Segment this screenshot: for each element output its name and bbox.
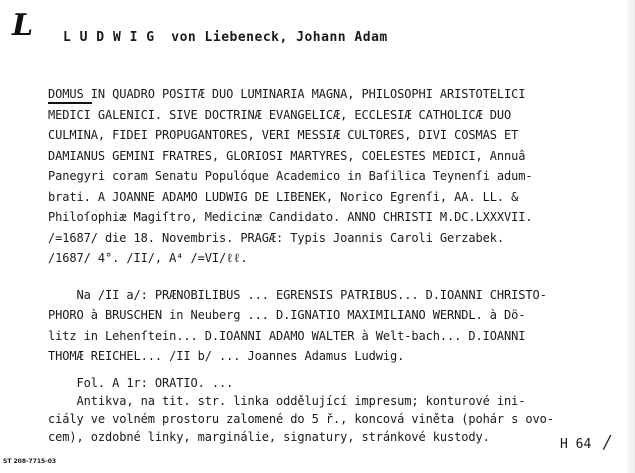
description-line: ciály ve volném prostoru zalomené do 5 ř., koncová viněta (pohár s ovo- <box>48 412 554 426</box>
body-line: CULMINA, FIDEI PROPUGANTORES, VERI MESSIÆ CULTORES, DIVI COSMAS ET <box>48 128 519 142</box>
shelf-signum: H 64 <box>560 437 592 452</box>
description-line: cem), ozdobné linky, marginálie, signatury, stránkové kustody. <box>48 430 490 444</box>
print-stamp: ST 208-7715-03 <box>3 458 57 465</box>
collation-line: PHORO à BRUSCHEN in Neuberg ... D.IGNATIO MAXIMILIANO WERNDL. à Dö- <box>48 308 526 322</box>
handwritten-slash: / <box>604 432 611 453</box>
body-line: Panegyri coram Senatu Populóque Academico in Baſilica Teynenſi adum- <box>48 169 533 183</box>
body-line: brati. A JOANNE ADAMO LUDWIG DE LIBENEK, Norico Egrenſi, AA. LL. & <box>48 190 519 204</box>
handwritten-letter: L <box>12 8 34 43</box>
underline-mark <box>48 102 92 104</box>
body-line: DAMIANUS GEMINI FRATRES, GLORIOSI MARTYRES, COELESTES MEDICI, Annuâ <box>48 149 526 163</box>
description-line: Antikva, na tit. str. linka oddělující impresum; konturové ini- <box>48 394 526 408</box>
body-line: MEDICI GALENICI. SIVE DOCTRINÆ EVANGELICÆ, ECCLESIÆ CATHOLICÆ DUO <box>48 108 512 122</box>
card-heading: L U D W I G von Liebeneck, Johann Adam <box>63 30 388 45</box>
body-line: /1687/ 4°. /II/, A⁴ /=VI/ℓℓ. <box>48 251 248 265</box>
collation-line: litz in Lehenſtein... D.IOANNI ADAMO WALTER à Welt-bach... D.IOANNI <box>48 329 526 343</box>
description-line: Fol. A 1r: ORATIO. ... <box>48 376 234 390</box>
body-line: Philoſophiæ Magiſtro, Medicinæ Candidato. ANNO CHRISTI M.DC.LXXXVII. <box>48 210 533 224</box>
collation-line: THOMÆ REICHEL... /II b/ ... Joannes Adamus Ludwig. <box>48 349 405 363</box>
card-edge-shadow <box>625 0 635 473</box>
collation-line: Na /II a/: PRÆNOBILIBUS ... EGRENSIS PATRIBUS... D.IOANNI CHRISTO- <box>48 288 547 302</box>
body-line: /=1687/ die 18. Novembris. PRAGÆ: Typis Joannis Caroli Gerzabek. <box>48 231 504 245</box>
body-line: DOMUS IN QUADRO POSITÆ DUO LUMINARIA MAGNA, PHILOSOPHI ARISTOTELICI <box>48 87 526 101</box>
